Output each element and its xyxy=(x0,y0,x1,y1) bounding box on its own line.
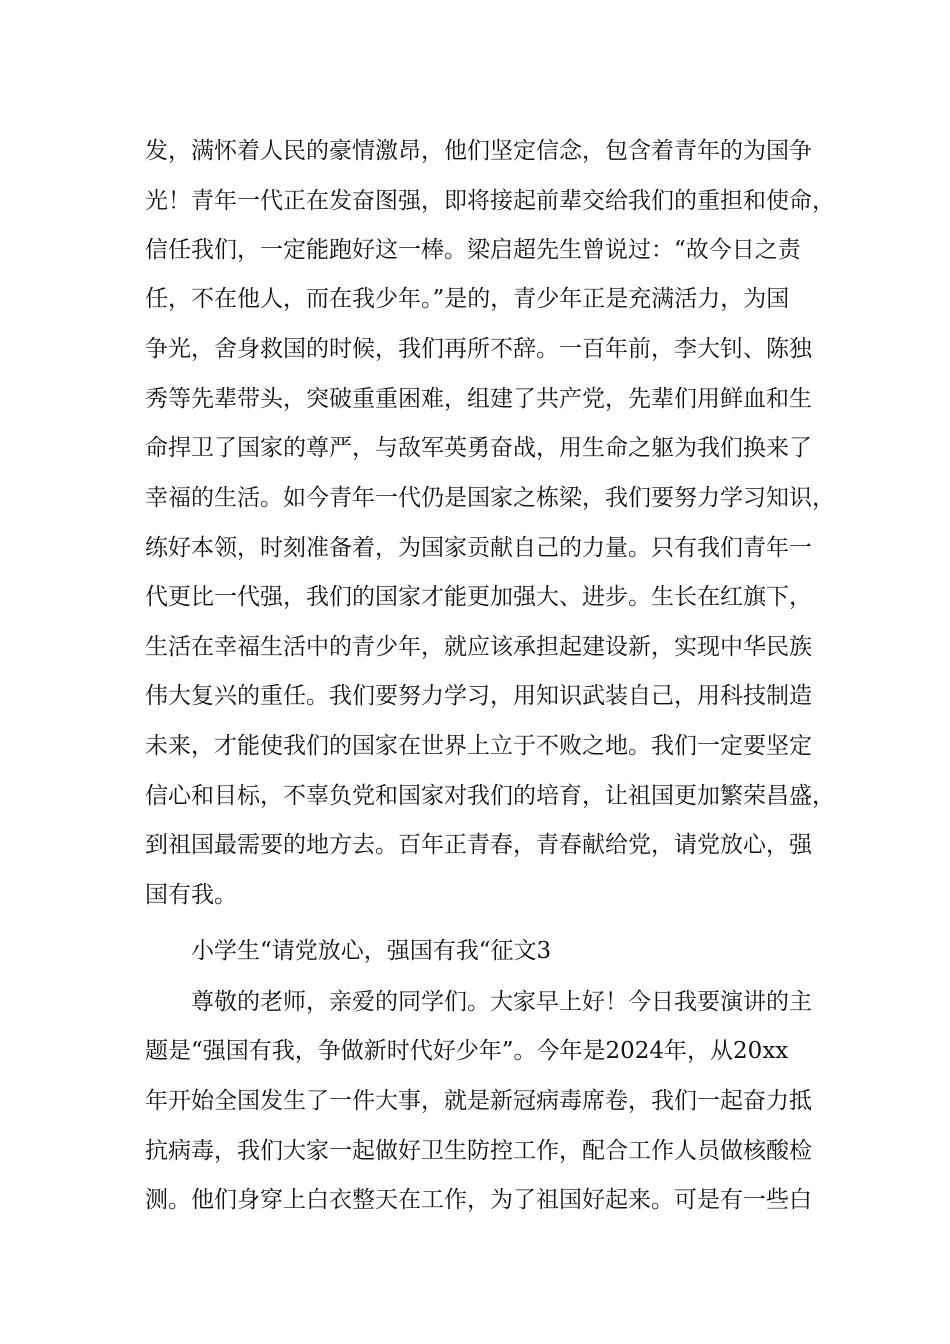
body-text-line: 幸福的生活。如今青年一代仍是国家之栋梁，我们要努力学习知识， xyxy=(145,485,835,511)
body-text-line: 争光，舍身救国的时候，我们再所不辞。一百年前，李大钊、陈独 xyxy=(145,336,812,362)
body-text-line: 到祖国最需要的地方去。百年正青春，青春献给党，请党放心，强 xyxy=(145,832,812,858)
body-text-line: 信心和目标，不辜负党和国家对我们的培育，让祖国更加繁荣昌盛， xyxy=(145,783,835,809)
body-text-line: 年开始全国发生了一件大事，就是新冠病毒席卷，我们一起奋力抵 xyxy=(145,1088,812,1114)
body-text-line: 生活在幸福生活中的青少年，就应该承担起建设新，实现中华民族 xyxy=(145,634,812,660)
body-text-line: 测。他们身穿上白衣整天在工作，为了祖国好起来。可是有一些白 xyxy=(145,1187,812,1213)
body-text-line: 抗病毒，我们大家一起做好卫生防控工作，配合工作人员做核酸检 xyxy=(145,1138,812,1164)
body-text-line: 秀等先辈带头，突破重重困难，组建了共产党，先辈们用鲜血和生 xyxy=(145,386,812,412)
body-text-line: 国有我。 xyxy=(145,882,237,908)
body-text-line: 尊敬的老师，亲爱的同学们。大家早上好！今日我要演讲的主 xyxy=(191,989,812,1015)
body-text-line: 命捍卫了国家的尊严，与敌军英勇奋战，用生命之躯为我们换来了 xyxy=(145,435,812,461)
body-text-line: 练好本领，时刻准备着，为国家贡献自己的力量。只有我们青年一 xyxy=(145,535,812,561)
section-heading: 小学生“请党放心，强国有我“征文3 xyxy=(191,938,552,964)
body-text-line: 代更比一代强，我们的国家才能更加强大、进步。生长在红旗下， xyxy=(145,584,812,610)
body-text-line: 未来，才能使我们的国家在世界上立于不败之地。我们一定要坚定 xyxy=(145,733,812,759)
body-text-line: 题是“强国有我，争做新时代好少年”。今年是2024年，从20xx xyxy=(145,1038,789,1064)
body-text-line: 任，不在他人，而在我少年。”是的，青少年正是充满活力，为国 xyxy=(145,286,790,312)
body-text-line: 信任我们，一定能跑好这一棒。梁启超先生曾说过：“故今日之责 xyxy=(145,237,801,263)
body-text-line: 光！青年一代正在发奋图强，即将接起前辈交给我们的重担和使命， xyxy=(145,188,835,214)
body-text-line: 发，满怀着人民的豪情激昂，他们坚定信念，包含着青年的为国争 xyxy=(145,138,812,164)
body-text-line: 伟大复兴的重任。我们要努力学习，用知识武装自己，用科技制造 xyxy=(145,683,812,709)
